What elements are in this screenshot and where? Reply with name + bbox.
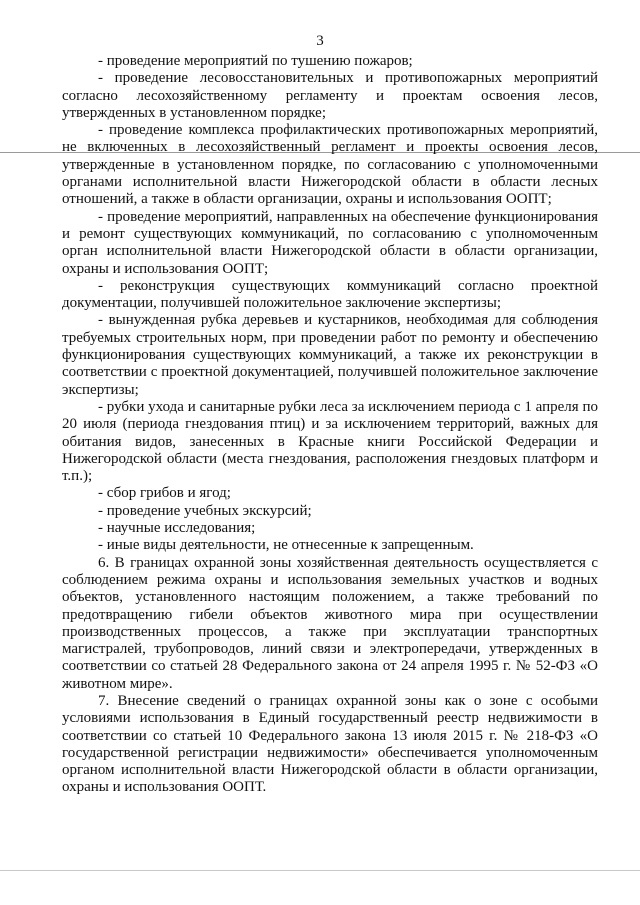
list-item: - проведение комплекса профилактических противопожарных мероприятий, не включенных в лесохозяйственный регламент и проекты освоения лесов, утвержденные в установленном порядке, по согласованию с уполномоченными органами исполнительной власти Нижегородской области в области лесных отношений, а также в области организации, охраны и использования ООПТ; (62, 122, 598, 208)
list-item: - сбор грибов и ягод; (98, 485, 231, 502)
list-item: - вынужденная рубка деревьев и кустарников, необходимая для соблюдения требуемых строительных норм, при проведении работ по ремонту и обеспечению функционирования существующих коммуникаций, а также их реконструкции в соответствии с проектной документацией, получившей положительное заключение экспертизы; (62, 312, 598, 398)
clause-paragraph: 6. В границах охранной зоны хозяйственная деятельность осуществляется с соблюдением режима охраны и использования земельных участков и водных объектов, установленного настоящим положением, а также требований по предотвращению гибели объектов животного мира при осуществлении производственных процессов, а также при эксплуатации транспортных магистралей, трубопроводов, линий связи и электропередачи, утвержденных в соответствии со статьей 28 Федерального закона от 24 апреля 1995 г. № 52-ФЗ «О животном мире». (62, 554, 598, 692)
list-item: - проведение мероприятий по тушению пожаров; (98, 53, 413, 69)
list-item: - реконструкция существующих коммуникаций согласно проектной документации, получившей положительное заключение экспертизы; (62, 277, 598, 312)
page-number: 3 (316, 33, 324, 49)
list-item: - рубки ухода и санитарные рубки леса за исключением периода с 1 апреля по 20 июля (периода гнездования птиц) и за исключением территорий, важных для обитания видов, занесенных в Красные книги Российской Федерации и Нижегородской области (места гнездования, расположения гнездовых платформ и т.п.); (62, 398, 598, 485)
list-item: - проведение учебных экскурсий; (98, 502, 312, 519)
list-item: - проведение лесовосстановительных и противопожарных мероприятий согласно лесохозяйственному регламенту и проектам освоения лесов, утвержденных в установленном порядке; (62, 70, 598, 121)
list-item: - иные виды деятельности, не отнесенные к запрещенным. (98, 537, 474, 554)
document-body (62, 53, 598, 797)
list-item: - научные исследования; (98, 520, 256, 537)
clause-paragraph: 7. Внесение сведений о границах охранной зоны как о зоне с особыми условиями использования в Единый государственный реестр недвижимости в соответствии со статьей 10 Федерального закона 13 июля 2015 г. № 218-ФЗ «О государственной регистрации недвижимости» обеспечивается уполномоченным органом исполнительной власти Нижегородской области в области организации, охраны и использования ООПТ. (62, 692, 598, 796)
list-item: - проведение мероприятий, направленных на обеспечение функционирования и ремонт существующих коммуникаций, по согласованию с уполномоченным орган исполнительной власти Нижегородской области в области организации, охраны и использования ООПТ; (62, 208, 598, 277)
scan-line-bottom (0, 870, 640, 871)
